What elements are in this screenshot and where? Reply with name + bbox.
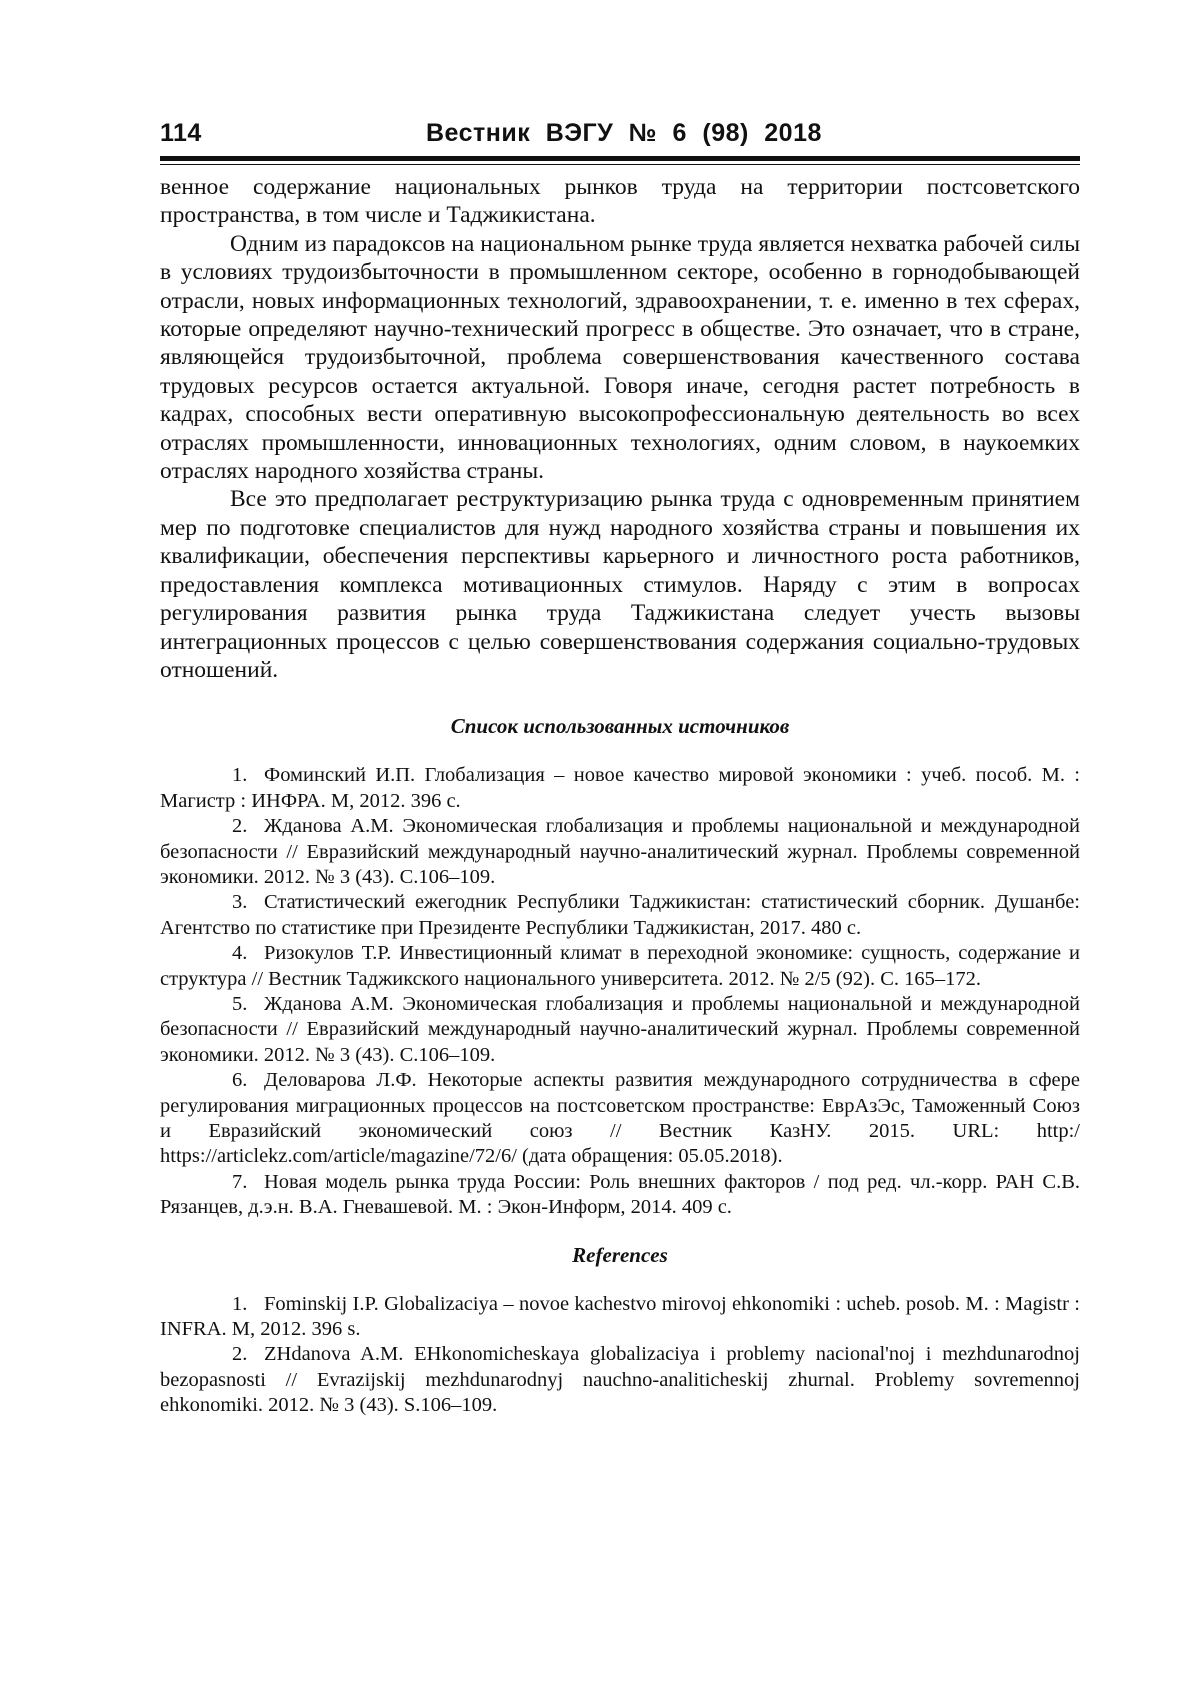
source-text: Жданова А.М. Экономическая глобализация и проблемы национальной и международной безопасности // Евразийский международный научно-аналитический журнал. Проблемы современной экономики. 2012. № 3 (43). С.106–109. — [160, 815, 1080, 888]
header-rule-thin — [160, 164, 1080, 165]
running-header — [160, 108, 1080, 148]
source-number: 2. — [232, 815, 248, 838]
source-item — [160, 890, 1080, 941]
body-paragraph: Одним из парадоксов на национальном рынке труда является нехватка рабочей силы в условиях трудоизбыточности в промышленном секторе, особенно в горнодобывающей отрасли, новых информационных технологий, здравоохранении, т. е. именно в тех сферах, которые определяют научно-технический прогресс в обществе. Это означает, что в стране, являющейся трудоизбыточной, проблема совершенствования качественного состава трудовых ресурсов остается актуальной. Говоря иначе, сегодня растет потребность в кадрах, способных вести оперативную высокопрофессиональную деятельность во всех отраслях промышленности, инновационных технологиях, одним словом, в наукоемких отраслях народного хозяйства страны. — [160, 230, 1080, 485]
reference-item — [160, 1342, 1080, 1418]
source-number: 5. — [232, 992, 248, 1015]
reference-text: ZHdanova A.M. EHkonomicheskaya globalizaciya i problemy nacional'noj i mezhdunarodnoj bezopasnosti // Evrazijskij mezhdunarodnyj nauchno-analiticheskij zhurnal. Problemy sovremennoj ehkonomiki. 2012. № 3 (43). S.106–109. — [160, 1343, 1080, 1417]
reference-item — [160, 1292, 1080, 1343]
sources-heading: Список использованных источников — [450, 714, 790, 739]
body-paragraph: венное содержание национальных рынков труда на территории постсоветского пространства, в том числе и Таджикистана. — [160, 174, 1080, 229]
body-paragraph: Все это предполагает реструктуризацию рынка труда с одновременным принятием мер по подготовке специалистов для нужд народного хозяйства страны и повышения их квалификации, обеспечения перспективы карьерного и личностного роста работников, предоставления комплекса мотивационных стимулов. Наряду с этим в вопросах регулирования развития рынка труда Таджикистана следует учесть вызовы интеграционных процессов с целью совершенствования содержания социально-трудовых отношений. — [160, 486, 1080, 683]
source-item — [160, 941, 1080, 992]
source-item — [160, 1170, 1080, 1221]
sources-list — [160, 763, 1080, 1220]
journal-page — [160, 108, 1080, 1419]
source-item — [160, 763, 1080, 814]
header-rule-thick — [160, 156, 1080, 161]
reference-number: 1. — [232, 1292, 248, 1315]
source-number: 4. — [232, 942, 248, 965]
source-number: 6. — [232, 1069, 248, 1092]
source-text: Фоминский И.П. Глобализация – новое качество мировой экономики : учеб. пособ. М. : Магистр : ИНФРА. М, 2012. 396 с. — [160, 764, 1080, 812]
source-text: Жданова А.М. Экономическая глобализация и проблемы национальной и международной безопасности // Евразийский международный научно-аналитический журнал. Проблемы современной экономики. 2012. № 3 (43). С.106–109. — [160, 992, 1080, 1066]
references-list — [160, 1292, 1080, 1419]
journal-title: Вестник ВЭГУ № 6 (98) 2018 — [426, 119, 822, 147]
article-body — [160, 173, 1080, 684]
source-item — [160, 992, 1080, 1068]
source-text: Ризокулов Т.Р. Инвестиционный климат в переходной экономике: сущность, содержание и структура // Вестник Таджикского национального университета. 2012. № 2/5 (92). С. 165–172. — [160, 942, 1080, 990]
references-heading: References — [572, 1242, 668, 1267]
reference-number: 2. — [232, 1343, 248, 1366]
source-text: Статистический ежегодник Республики Таджикистан: статистический сборник. Душанбе: Агентство по статистике при Президенте Республики Таджикистан, 2017. 480 с. — [160, 891, 1080, 939]
source-item — [160, 1068, 1080, 1170]
source-item — [160, 814, 1080, 890]
page-number: 114 — [160, 119, 202, 147]
source-number: 3. — [232, 891, 248, 914]
source-number: 1. — [232, 764, 248, 787]
source-number: 7. — [232, 1170, 248, 1193]
reference-text: Fominskij I.P. Globalizaciya – novoe kachestvo mirovoj ehkonomiki : ucheb. posob. M. : Magistr : INFRA. M, 2012. 396 s. — [160, 1292, 1080, 1341]
source-text: Деловарова Л.Ф. Некоторые аспекты развития международного сотрудничества в сфере регулирования миграционных процессов на постсоветском пространстве: ЕврАзЭс, Таможенный Союз и Евразийский экономический союз // Вестник КазНУ. 2015. URL: http:/ https://articlekz.com/article/magazine/72/6/ (дата обращения: 05.05.2018). — [160, 1069, 1080, 1168]
source-text: Новая модель рынка труда России: Роль внешних факторов / под ред. чл.-корр. РАН С.В. Рязанцев, д.э.н. В.А. Гневашевой. М. : Экон-Информ, 2014. 409 с. — [160, 1170, 1080, 1219]
